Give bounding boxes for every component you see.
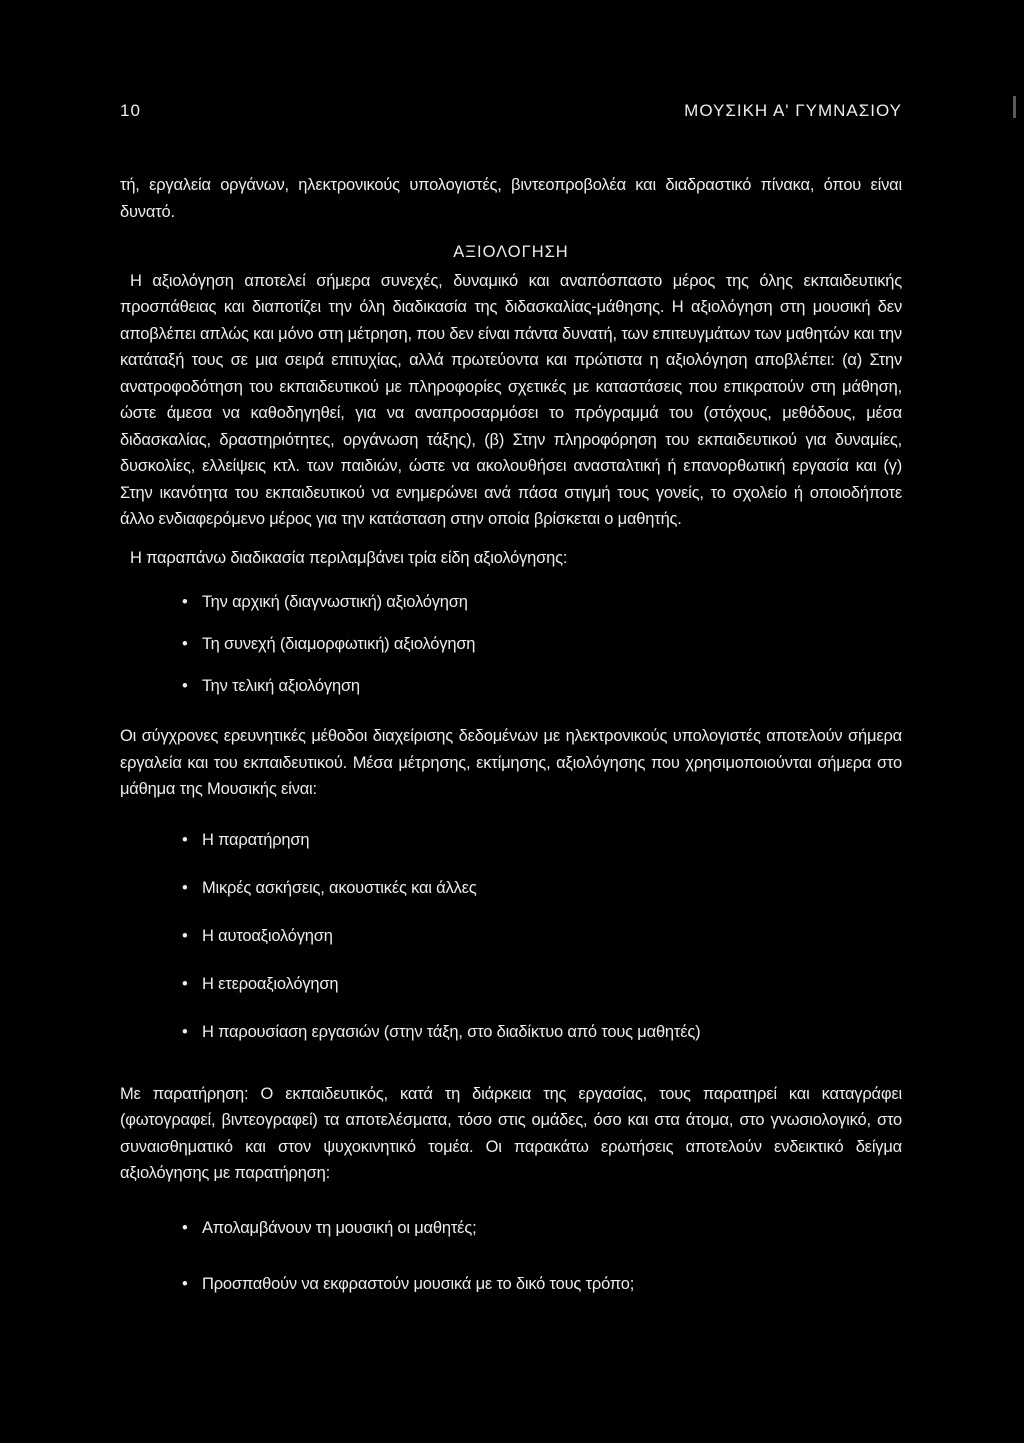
running-title: ΜΟΥΣΙΚΗ Α' ΓΥΜΝΑΣΙΟΥ (684, 101, 902, 120)
list-item (182, 673, 902, 715)
list-item (182, 1271, 902, 1327)
assessment-methods-list (182, 827, 902, 1067)
observation-paragraph: Με παρατήρηση: Ο εκπαιδευτικός, κατά τη διάρκεια της εργασίας, τους παρατηρεί και καταγράφει (φωτογραφεί, βιντεογραφεί) τα αποτελέσματα, τόσο στις ομάδες, όσο και στα άτομα, στο γνωσιολογικό, στο συναισθηματικό και στον ψυχοκινητικό τομέα. Οι παρακάτω ερωτήσεις αποτελούν ενδεικτικό δείγμα αξιολόγησης με παρατήρηση: (120, 1084, 902, 1182)
bullet-icon: • (182, 1218, 188, 1237)
bullet-icon: • (182, 974, 188, 993)
bullet-icon: • (182, 926, 188, 945)
assessment-paragraph: Η αξιολόγηση αποτελεί σήμερα συνεχές, δυναμικό και αναπόσπαστο μέρος της όλης εκπαιδευτικής προσπάθειας και διαποτίζει την όλη διαδικασία της διδασκαλίας-μάθησης. Η αξιολόγηση στη μουσική δεν αποβλέπει απλώς και μόνο στη μέτρηση, που δεν είναι πάντα δυνατή, των επιτευγμάτων των μαθητών και την κατάταξή τους σε μια σειρά επιτυχίας, αλλά πρωτεύοντα και πρώτιστα η αξιολόγηση αποβλέπει: (α) Στην ανατροφοδότηση του εκπαιδευτικού με πληροφορίες σχετικές με καταστάσεις που επικρατούν στη μάθηση, ώστε άμεσα να καθοδηγηθεί, για να αναπροσαρμόσει το πρόγραμμά του (στόχους, μεθόδους, μέσα διδασκαλίας, δραστηριότητες, οργάνωση τάξης), (β) Στην πληροφόρηση του εκπαιδευτικού για δυναμίες, δυσκολίες, ελλείψεις κτλ. των παιδιών, ώστε να ακολουθήσει ανασταλτική ή επανορθωτική εργασία και (γ) Στην ικανότητα του εκπαιδευτικού να ενημερώνει ανά πάσα στιγμή τους γονείς, το σχολείο ή οποιοδήποτε άλλο ενδιαφερόμενο μέρος για την κατάσταση στην οποία βρίσκεται ο μαθητής. (120, 271, 902, 528)
methods-paragraph: Οι σύγχρονες ερευνητικές μέθοδοι διαχείρισης δεδομένων με ηλεκτρονικούς υπολογιστές αποτελούν σήμερα εργαλεία και του εκπαιδευτικού. Μέσα μέτρησης, εκτίμησης, αξιολόγησης που χρησιμοποιούνται σήμερα στο μάθημα της Μουσικής είναι: (120, 727, 902, 798)
list-item-text: Τη συνεχή (διαμορφωτική) αξιολόγηση (202, 635, 476, 653)
page-header (120, 101, 902, 131)
list-item (182, 875, 902, 923)
list-item (182, 923, 902, 971)
bullet-icon: • (182, 1022, 188, 1041)
observation-questions-list (182, 1215, 902, 1327)
list-item-text: Η αυτοαξιολόγηση (202, 926, 333, 945)
list-item-text: Η παρατήρηση (202, 830, 310, 849)
list-item-text: Την αρχική (διαγνωστική) αξιολόγηση (202, 593, 468, 611)
assessment-types-intro: Η παραπάνω διαδικασία περιλαμβάνει τρία είδη αξιολόγησης: (130, 548, 568, 567)
section-heading: ΑΞΙΟΛΟΓΗΣΗ (453, 243, 569, 261)
continuation-paragraph: τή, εργαλεία οργάνων, ηλεκτρονικούς υπολογιστές, βιντεοπροβολέα και διαδραστικό πίνακα, όπου είναι δυνατό. (120, 176, 902, 221)
list-item-text: Η παρουσίαση εργασιών (στην τάξη, στο διαδίκτυο από τους μαθητές) (202, 1022, 701, 1041)
bullet-icon: • (182, 635, 188, 653)
list-item (182, 1215, 902, 1271)
list-item-text: Προσπαθούν να εκφραστούν μουσικά με το δικό τους τρόπο; (202, 1274, 635, 1293)
bullet-icon: • (182, 878, 188, 897)
list-item (182, 827, 902, 875)
list-item (182, 631, 902, 673)
bullet-icon: • (182, 830, 188, 849)
bullet-icon: • (182, 593, 188, 611)
list-item-text: Απολαμβάνουν τη μουσική οι μαθητές; (202, 1218, 477, 1237)
list-item (182, 971, 902, 1019)
list-item-text: Μικρές ασκήσεις, ακουστικές και άλλες (202, 878, 477, 897)
assessment-types-list (182, 589, 902, 715)
list-item (182, 589, 902, 631)
page-edge-mark (1013, 96, 1016, 118)
list-item (182, 1019, 902, 1067)
list-item-text: Την τελική αξιολόγηση (202, 677, 360, 695)
list-item-text: Η ετεροαξιολόγηση (202, 974, 339, 993)
page-number: 10 (120, 101, 141, 120)
body-text (120, 172, 902, 1327)
bullet-icon: • (182, 1274, 188, 1293)
bullet-icon: • (182, 677, 188, 695)
